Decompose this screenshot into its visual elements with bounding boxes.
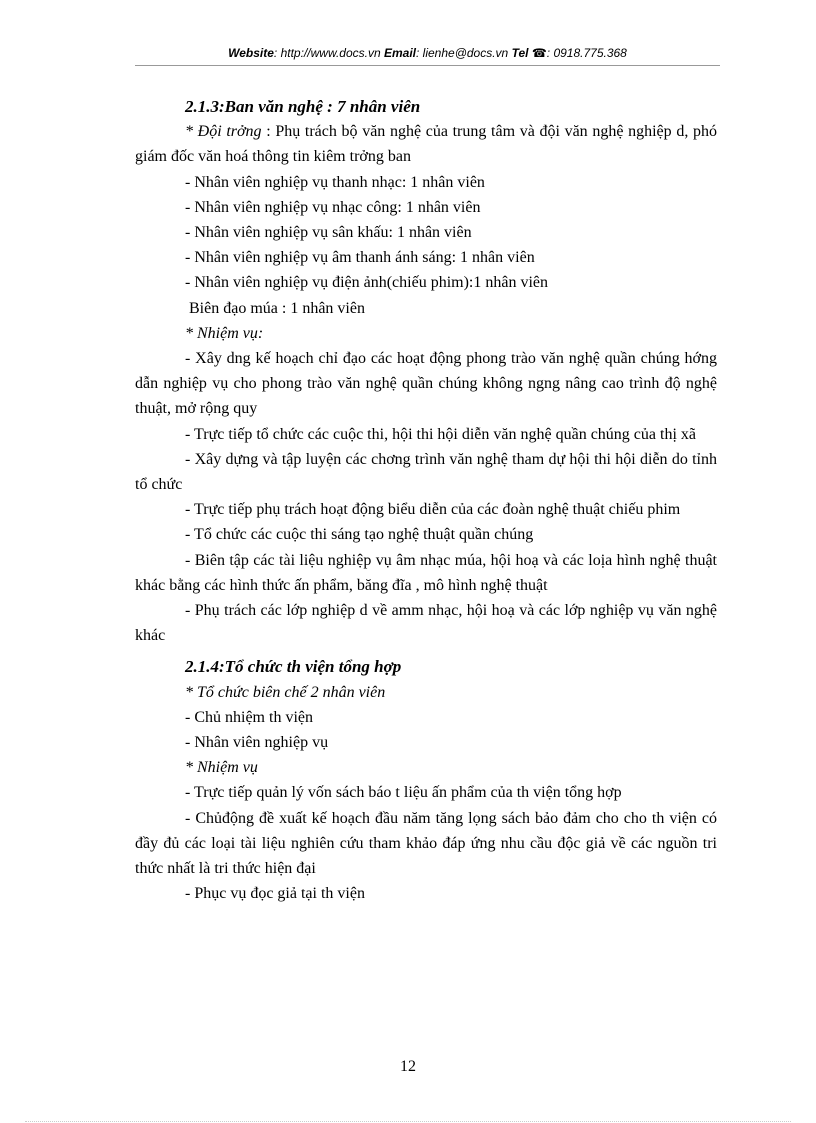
- duty-paragraph: - Biên tập các tài liệu nghiệp vụ âm nhạc múa, hội hoạ và các loịa hình nghệ thuật khác bằng các hình thức ấn phẩm, băng đĩa , mô hình nghệ thuật: [135, 551, 717, 594]
- list-item: - Nhân viên nghiệp vụ nhạc công: 1 nhân viên: [185, 198, 481, 216]
- org-label: * Tổ chức biên chế 2 nhân viên: [185, 683, 386, 701]
- tel-label: Tel: [511, 46, 529, 60]
- duty-paragraph: - Phụ trách các lớp nghiệp d về amm nhạc, hội hoạ và các lớp nghiệp vụ văn nghệ khác: [135, 602, 717, 645]
- duty-paragraph: - Trực tiếp phụ trách hoạt động biểu diễn của các đoàn nghệ thuật chiếu phim: [185, 501, 681, 519]
- list-item: - Nhân viên nghiệp vụ điện ảnh(chiếu phim):1 nhân viên: [185, 274, 549, 292]
- email-label: Email: [383, 46, 416, 60]
- list-item: - Chủ nhiệm th viện: [185, 708, 313, 726]
- list-item: - Nhân viên nghiệp vụ âm thanh ánh sáng: 1 nhân viên: [185, 249, 535, 267]
- duties-label: * Nhiệm vụ: [185, 759, 258, 777]
- duties-label: * Nhiệm vụ:: [185, 324, 264, 342]
- leader-label: * Đội trởng: [185, 123, 262, 141]
- phone-icon: ☎: [531, 46, 547, 60]
- list-item: - Nhân viên nghiệp vụ thanh nhạc: 1 nhân viên: [185, 173, 485, 191]
- section-heading: 2.1.3:Ban văn nghệ : 7 nhân viên: [185, 97, 421, 116]
- leader-paragraph: [135, 119, 717, 169]
- page-bottom-border: [25, 1121, 791, 1122]
- duty-paragraph: - Trực tiếp tổ chức các cuộc thi, hội thi hội diễn văn nghệ quần chúng của thị xã: [185, 425, 696, 443]
- list-item: - Nhân viên nghiệp vụ: [185, 734, 329, 752]
- website-value: : http://www.docs.vn: [273, 46, 381, 60]
- duty-paragraph: - Chủđộng đề xuất kế hoạch đầu năm tăng lọng sách bảo đảm cho cho th viện có đầy đủ các loại tài liệu nghiên cứu tham khảo đáp ứng nhu cầu độc giả về các nguồn tri thức nhất là tri thức hiện đại: [135, 809, 717, 878]
- duty-paragraph: - Xây dựng và tập luyện các chơng trình văn nghệ tham dự hội thi hội diễn do tỉnh tổ chức: [135, 450, 717, 494]
- email-value: : lienhe@docs.vn: [416, 46, 509, 60]
- page-number: 12: [400, 1058, 416, 1075]
- duty-paragraph: - Xây dng kế hoạch chỉ đạo các hoạt động phong trào văn nghệ quần chúng hớng dẫn nghiệp vụ cho phong trào văn nghệ quần chúng không ngng nâng cao trình độ nghệ thuật, mở rộng quy: [135, 350, 717, 418]
- page-header: [135, 46, 720, 60]
- list-item: - Nhân viên nghiệp vụ sân khấu: 1 nhân viên: [185, 224, 472, 242]
- duty-paragraph: - Phục vụ đọc giả tại th viện: [185, 885, 365, 903]
- duty-paragraph: - Tổ chức các cuộc thi sáng tạo nghệ thuật quần chúng: [185, 526, 534, 544]
- tel-value: : 0918.775.368: [546, 46, 627, 60]
- list-item: Biên đạo múa : 1 nhân viên: [189, 299, 365, 317]
- document-body: [135, 94, 717, 907]
- duty-paragraph: - Trực tiếp quản lý vốn sách báo t liệu ấn phẩm của th viện tổng hợp: [185, 784, 622, 802]
- header-divider: [135, 65, 720, 66]
- leader-text: : Phụ trách bộ văn nghệ của trung tâm và đội văn nghệ nghiệp d, phó giám đốc văn hoá thông tin kiêm trởng ban: [135, 123, 717, 166]
- section-heading: 2.1.4:Tổ chức th viện tổng hợp: [185, 657, 402, 677]
- website-label: Website: [228, 46, 274, 60]
